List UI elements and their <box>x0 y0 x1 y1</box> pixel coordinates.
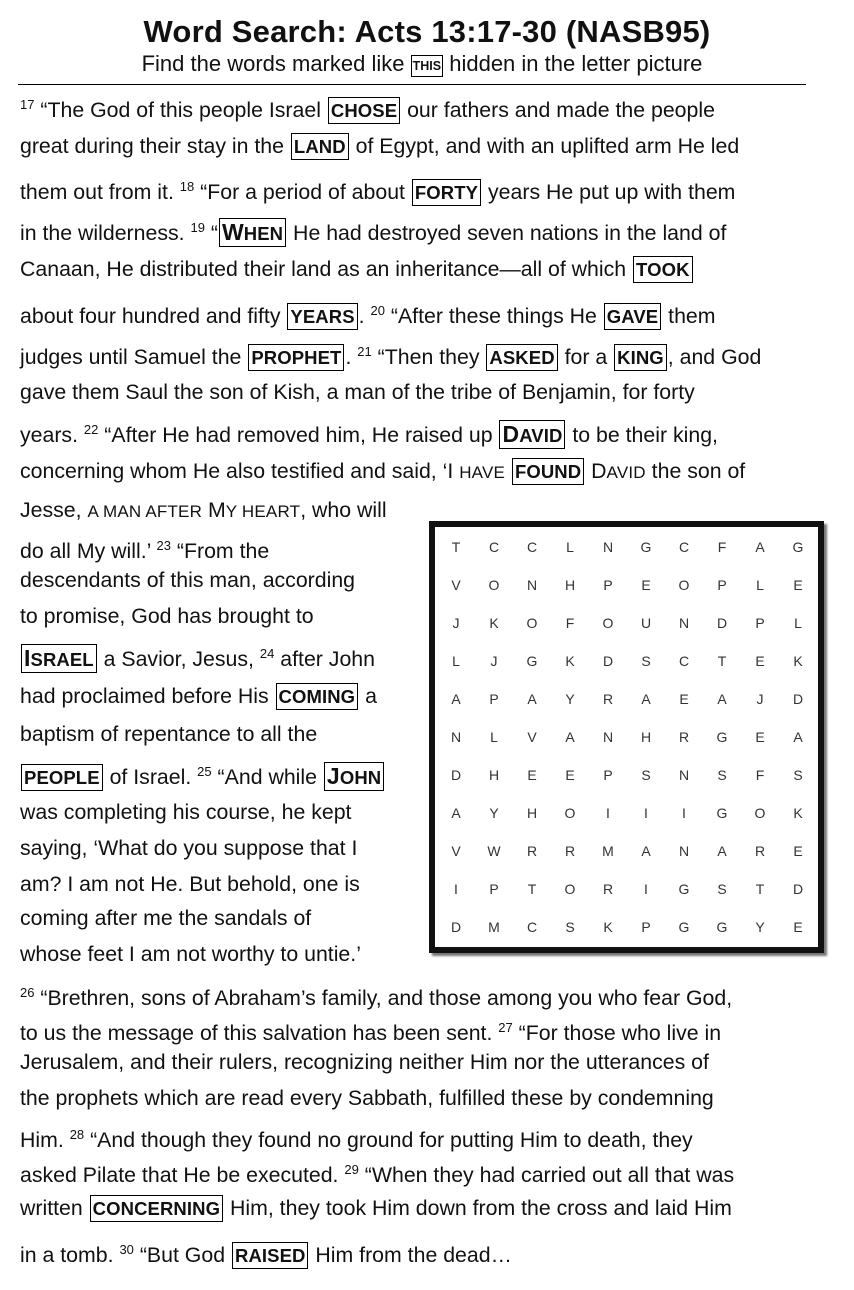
passage-text: “Then they <box>371 345 486 369</box>
passage-text: to be their king, <box>566 423 718 447</box>
grid-letter: T <box>717 653 727 669</box>
grid-letter: F <box>717 539 727 555</box>
grid-letter: J <box>756 691 764 707</box>
grid-letter: I <box>644 805 648 821</box>
grid-letter: V <box>451 577 461 593</box>
grid-letter: C <box>526 539 538 555</box>
grid-letter: R <box>526 843 538 859</box>
grid-letter: P <box>717 577 727 593</box>
verse-number: 30 <box>119 1242 134 1257</box>
grid-letter: C <box>488 539 500 555</box>
grid-letter: A <box>565 729 575 745</box>
keyword-initial: D <box>502 421 520 447</box>
grid-row <box>435 691 818 729</box>
verse-number: 20 <box>370 303 385 318</box>
verse-number: 18 <box>179 179 195 194</box>
passage-text: , who will <box>300 498 387 522</box>
passage-text: “For those who live in <box>512 1021 722 1045</box>
grid-letter: C <box>678 653 690 669</box>
passage-line <box>20 799 351 825</box>
passage-text <box>505 459 511 483</box>
grid-row <box>435 843 818 881</box>
grid-row <box>435 729 818 767</box>
grid-letter: I <box>644 881 648 897</box>
grid-letter: Y <box>565 691 575 707</box>
small-caps-text: AVID <box>606 463 646 482</box>
grid-letter: I <box>682 805 686 821</box>
keyword-rest: HEN <box>243 223 284 244</box>
passage-text: “After He had removed him, He raised up <box>98 423 499 447</box>
grid-letter: G <box>716 919 728 935</box>
keyword-box <box>499 420 565 449</box>
passage-text: concerning whom He also testified and said, ‘I <box>20 459 460 483</box>
small-caps-text: Y HEART <box>225 502 301 521</box>
passage-line <box>20 379 695 405</box>
keyword-rest: AVID <box>519 425 563 446</box>
keyword-box <box>21 644 97 673</box>
passage-text: about four hundred and fifty <box>20 304 287 328</box>
grid-letter: L <box>566 539 574 555</box>
grid-letter: E <box>793 919 803 935</box>
passage-text: M <box>202 498 226 522</box>
keyword-rest: OHN <box>339 767 382 788</box>
passage-text: written <box>20 1196 89 1220</box>
small-caps-text: A MAN AFTER <box>87 502 203 521</box>
passage-text: a Savior, Jesus, <box>97 647 260 671</box>
passage-line <box>20 1237 512 1269</box>
passage-text: asked Pilate that He be executed. <box>20 1163 345 1187</box>
passage-text: He had destroyed seven nations in the land of <box>287 221 727 245</box>
verse-number: 22 <box>83 422 99 437</box>
keyword-box: FOUND <box>512 458 584 485</box>
grid-letter: E <box>527 767 537 783</box>
grid-letter: H <box>488 767 500 783</box>
passage-text: them out from it. <box>20 180 180 204</box>
passage-text: the prophets which are read every Sabbath, fulfilled these by condemning <box>20 1086 714 1110</box>
keyword-initial: J <box>326 763 340 789</box>
passage-line <box>20 980 732 1011</box>
verse-number: 28 <box>69 1127 85 1142</box>
grid-letter: A <box>641 691 651 707</box>
passage-line <box>20 417 718 449</box>
grid-letter: O <box>602 615 614 631</box>
grid-letter: P <box>755 615 765 631</box>
passage-text: “For a period of about <box>194 180 411 204</box>
grid-letter: K <box>793 653 803 669</box>
passage-text: baptism of repentance to all the <box>20 722 318 746</box>
grid-letter: E <box>793 577 803 593</box>
grid-letter: U <box>640 615 652 631</box>
passage-text: saying, ‘What do you suppose that I <box>20 836 358 860</box>
grid-letter: G <box>640 539 652 555</box>
passage-text: of Israel. <box>103 765 198 789</box>
grid-letter: N <box>602 539 614 555</box>
grid-letter: V <box>527 729 537 745</box>
grid-letter: E <box>793 843 803 859</box>
passage-text: Him, they took Him down from the cross and laid Him <box>224 1196 732 1220</box>
passage-text: “When they had carried out all that was <box>358 1163 735 1187</box>
passage-text: them <box>662 304 716 328</box>
verse-number: 24 <box>259 646 275 661</box>
passage-text: years. <box>20 423 84 447</box>
passage-line <box>20 298 716 330</box>
grid-letter: H <box>640 729 652 745</box>
passage-text: to promise, God has brought to <box>20 604 314 628</box>
grid-letter: O <box>564 805 576 821</box>
grid-letter: P <box>641 919 651 935</box>
passage-text: coming after me the sandals of <box>20 906 312 930</box>
grid-letter: E <box>755 729 765 745</box>
passage-text: a <box>359 684 377 708</box>
passage-text: for a <box>558 345 614 369</box>
grid-letter: O <box>488 577 500 593</box>
grid-letter: S <box>565 919 575 935</box>
passage-text: after John <box>274 647 375 671</box>
passage-text: our fathers and made the people <box>401 98 715 122</box>
grid-letter: O <box>526 615 538 631</box>
passage-line <box>20 339 761 371</box>
grid-letter: A <box>755 539 765 555</box>
grid-row <box>435 615 818 653</box>
passage-text: had proclaimed before His <box>20 684 275 708</box>
passage-line <box>20 533 269 564</box>
grid-letter: G <box>716 729 728 745</box>
keyword-box: KING <box>614 344 667 371</box>
passage-text: Jesse, <box>20 498 88 522</box>
grid-letter: T <box>451 539 461 555</box>
grid-letter: J <box>490 653 498 669</box>
grid-letter: L <box>756 577 764 593</box>
grid-letter: L <box>490 729 498 745</box>
keyword-box: FORTY <box>412 179 481 206</box>
grid-letter: Y <box>489 805 499 821</box>
grid-row <box>435 919 818 957</box>
passage-text: am? I am not He. But behold, one is <box>20 872 360 896</box>
grid-letter: P <box>489 691 499 707</box>
grid-letter: K <box>565 653 575 669</box>
grid-letter: Y <box>755 919 765 935</box>
grid-letter: O <box>754 805 766 821</box>
passage-line <box>20 941 361 967</box>
grid-letter: G <box>716 805 728 821</box>
passage-line <box>20 1122 693 1153</box>
passage-text: was completing his course, he kept <box>20 800 352 824</box>
grid-letter: D <box>602 653 614 669</box>
passage-line <box>20 256 694 283</box>
passage-text: in a tomb. <box>20 1243 120 1267</box>
title-divider <box>18 84 806 85</box>
grid-letter: H <box>564 577 576 593</box>
keyword-box: GAVE <box>604 303 661 330</box>
passage-text: judges until Samuel the <box>20 345 248 369</box>
passage-text: to us the message of this salvation has been sent. <box>20 1021 499 1045</box>
grid-letter: R <box>754 843 766 859</box>
small-caps-text: HAVE <box>459 463 506 482</box>
grid-letter: T <box>527 881 537 897</box>
grid-letter: N <box>678 767 690 783</box>
keyword-box: COMING <box>276 683 359 710</box>
grid-letter: D <box>450 767 462 783</box>
passage-text: Canaan, He distributed their land as an inheritance—all of which <box>20 257 633 281</box>
passage-text: “From the <box>170 539 270 563</box>
passage-line <box>20 174 735 206</box>
passage-line <box>20 1015 721 1046</box>
grid-letter: M <box>488 919 500 935</box>
grid-letter: J <box>452 615 460 631</box>
grid-letter: R <box>602 691 614 707</box>
passage-line <box>20 721 317 747</box>
grid-letter: G <box>678 919 690 935</box>
passage-text: “And though they found no ground for putting Him to death, they <box>84 1128 693 1152</box>
grid-letter: N <box>526 577 538 593</box>
instructions <box>0 51 834 77</box>
passage-line <box>20 133 739 160</box>
verse-number: 26 <box>20 985 35 1000</box>
keyword-box: CHOSE <box>328 97 400 124</box>
grid-letter: N <box>450 729 462 745</box>
passage-text: descendants of this man, according <box>20 568 356 592</box>
keyword-box: PEOPLE <box>21 764 103 791</box>
passage-text: whose feet I am not worthy to untie.’ <box>20 942 361 966</box>
grid-letter: T <box>755 881 765 897</box>
passage-text: in the wilderness. <box>20 221 191 245</box>
grid-letter: K <box>489 615 499 631</box>
passage-text: “After these things He <box>384 304 603 328</box>
passage-text: Him from the dead… <box>309 1243 512 1267</box>
grid-letter: I <box>454 881 458 897</box>
passage-line <box>20 905 311 931</box>
passage-text: do all My will.’ <box>20 539 157 563</box>
passage-text: “The God of this people Israel <box>34 98 327 122</box>
grid-letter: F <box>755 767 765 783</box>
passage-text: the son of <box>645 459 746 483</box>
grid-letter: A <box>793 729 803 745</box>
passage-text: “Brethren, sons of Abraham’s family, and those among you who fear God, <box>34 986 733 1010</box>
grid-letter: K <box>603 919 613 935</box>
keyword-box: LAND <box>291 133 349 160</box>
grid-row <box>435 805 818 843</box>
keyword-rest: SRAEL <box>30 649 94 670</box>
grid-letter: H <box>526 805 538 821</box>
grid-letter: S <box>793 767 803 783</box>
passage-line <box>20 603 314 629</box>
passage-line <box>20 92 715 124</box>
grid-letter: L <box>794 615 802 631</box>
passage-text: Him. <box>20 1128 70 1152</box>
passage-text: . <box>345 345 358 369</box>
grid-letter: E <box>565 767 575 783</box>
grid-letter: M <box>602 843 614 859</box>
keyword-box: ASKED <box>486 344 557 371</box>
grid-letter: A <box>717 691 727 707</box>
passage-line <box>20 1195 732 1222</box>
grid-letter: A <box>451 805 461 821</box>
grid-letter: D <box>716 615 728 631</box>
grid-letter: V <box>451 843 461 859</box>
grid-letter: P <box>489 881 499 897</box>
keyword-box: RAISED <box>232 1242 309 1269</box>
passage-line <box>20 871 360 897</box>
grid-row <box>435 577 818 615</box>
grid-letter: E <box>755 653 765 669</box>
grid-letter: G <box>678 881 690 897</box>
grid-letter: K <box>793 805 803 821</box>
passage-line <box>20 1049 709 1075</box>
keyword-initial: W <box>221 219 244 245</box>
keyword-initial: I <box>24 645 31 671</box>
grid-letter: G <box>792 539 804 555</box>
grid-letter: F <box>565 615 575 631</box>
verse-number: 29 <box>344 1162 359 1177</box>
passage-text: Jerusalem, and their rulers, recognizing neither Him nor the utterances of <box>20 1050 709 1074</box>
grid-letter: C <box>526 919 538 935</box>
grid-letter: I <box>606 805 610 821</box>
passage-line <box>20 683 377 710</box>
word-search-grid <box>429 521 824 953</box>
verse-number: 17 <box>20 97 35 112</box>
grid-letter: R <box>678 729 690 745</box>
grid-row <box>435 881 818 919</box>
grid-letter: E <box>641 577 651 593</box>
grid-letter: R <box>564 843 576 859</box>
grid-letter: S <box>641 767 651 783</box>
passage-line <box>20 567 355 593</box>
instructions-text-after: hidden in the letter picture <box>449 51 703 76</box>
grid-letter: S <box>717 767 727 783</box>
verse-number: 27 <box>498 1020 513 1035</box>
passage-line <box>20 215 726 247</box>
passage-line <box>20 641 375 673</box>
grid-row <box>435 767 818 805</box>
passage-text: years He put up with them <box>482 180 736 204</box>
grid-letter: S <box>641 653 651 669</box>
grid-letter: D <box>792 881 804 897</box>
grid-letter: O <box>564 881 576 897</box>
passage-text: “ <box>204 221 218 245</box>
grid-letter: N <box>678 843 690 859</box>
keyword-box <box>219 218 286 247</box>
keyword-box: CONCERNING <box>90 1195 223 1222</box>
verse-number: 25 <box>197 764 212 779</box>
grid-letter: D <box>792 691 804 707</box>
keyword-box <box>324 762 384 791</box>
grid-letter: A <box>451 691 461 707</box>
grid-letter: N <box>678 615 690 631</box>
page-title: Word Search: Acts 13:17-30 (NASB95) <box>143 14 711 49</box>
grid-letter: G <box>526 653 538 669</box>
passage-line <box>20 759 385 791</box>
passage-text: D <box>585 459 607 483</box>
keyword-box: TOOK <box>633 256 693 283</box>
keyword-box: YEARS <box>287 303 357 330</box>
grid-letter: N <box>602 729 614 745</box>
sample-keyword-box: THIS <box>411 55 443 77</box>
passage-text: of Egypt, and with an uplifted arm He led <box>349 134 740 158</box>
grid-letter: A <box>717 843 727 859</box>
passage-line <box>20 1085 714 1111</box>
grid-letter: W <box>487 843 501 859</box>
passage-text: gave them Saul the son of Kish, a man of the tribe of Benjamin, for forty <box>20 380 695 404</box>
grid-letter: S <box>717 881 727 897</box>
grid-letter: R <box>602 881 614 897</box>
passage-line <box>20 497 387 525</box>
passage-text: . <box>358 304 371 328</box>
passage-text: “And while <box>211 765 323 789</box>
grid-row <box>435 539 818 577</box>
grid-letter: O <box>678 577 690 593</box>
keyword-box: PROPHET <box>248 344 344 371</box>
grid-letter: P <box>603 767 613 783</box>
grid-letter: L <box>452 653 460 669</box>
passage-text: , and God <box>667 345 762 369</box>
passage-line <box>20 458 745 486</box>
passage-line <box>20 1157 734 1188</box>
grid-letter: P <box>603 577 613 593</box>
verse-number: 19 <box>190 220 205 235</box>
grid-letter: D <box>450 919 462 935</box>
grid-letter: A <box>641 843 651 859</box>
instructions-text-before: Find the words marked like <box>141 51 405 76</box>
grid-letter: A <box>527 691 537 707</box>
grid-letter: E <box>679 691 689 707</box>
passage-text: “But God <box>133 1243 231 1267</box>
passage-line <box>20 835 357 861</box>
grid-letter: C <box>678 539 690 555</box>
verse-number: 23 <box>156 538 171 553</box>
passage-text: great during their stay in the <box>20 134 290 158</box>
verse-number: 21 <box>357 344 372 359</box>
grid-row <box>435 653 818 691</box>
